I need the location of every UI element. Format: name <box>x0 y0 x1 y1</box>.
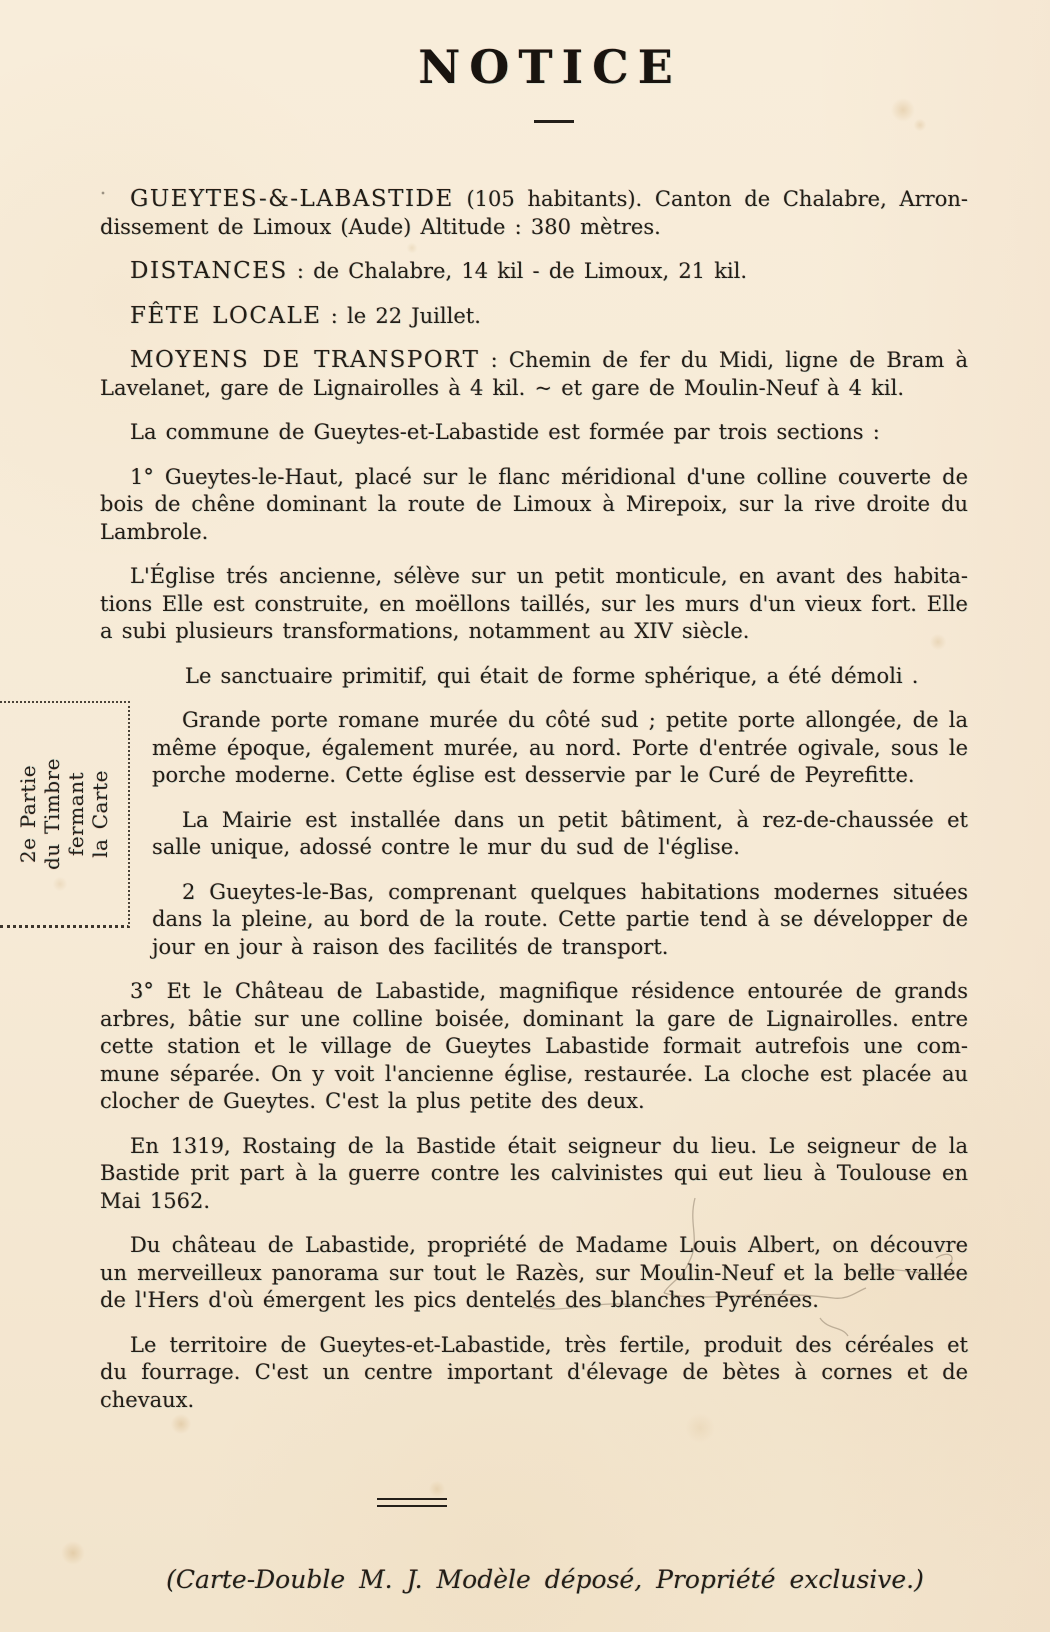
paragraph-panorama: Du château de Labastide, propriété de Madame Louis Albert, on découvre un merveilleux panorama sur tout le Razès, sur Moulin-Neuf et la belle vallée de l'Hers d'où émergent les pics dentelés des blanches Pyrénées. <box>100 1233 968 1312</box>
paragraph-sections-intro: La commune de Gueytes-et-Labastide est formée par trois sections : <box>130 420 880 444</box>
paragraph-lead: DISTANCES <box>130 258 288 284</box>
paragraph-rest: : le 22 Juillet. <box>321 303 481 328</box>
paragraph-mairie: La Mairie est installée dans un petit bâtiment, à rez-de-chaussée et salle unique, adossé contre le mur du sud de l'église. <box>152 807 968 859</box>
paragraph-territoire: Le territoire de Gueytes-et-Labastide, très fertile, produit des céréales et du fourrage. C'est un centre important d'élevage de bètes à cornes et de chevaux. <box>100 1332 968 1412</box>
paragraph-transport <box>100 347 968 402</box>
end-rule <box>377 1498 447 1507</box>
stamp-note-line: fermant <box>64 771 88 857</box>
paragraph-commune-header <box>100 186 968 241</box>
paragraph-sanctuaire: Le sanctuaire primitif, qui était de forme sphérique, a été démoli . <box>185 663 919 688</box>
stamp-note-line: du Timbre <box>40 758 64 870</box>
text-column <box>16 186 968 1414</box>
title-rule <box>534 120 574 123</box>
paragraph-rest: : Chemin de fer du Midi, ligne de Bram à Lavelanet, gare de Lignairolles à 4 kil. ~ et gare de Moulin-Neuf à 4 kil. <box>100 348 968 400</box>
stamp-note-line: 2e Partie <box>16 764 40 864</box>
stamp-note-line: la Carte <box>88 770 112 858</box>
footer-imprint: (Carte-Double M. J. Modèle déposé, Propriété exclusive.) <box>166 1565 924 1594</box>
paragraph-gueytes-le-bas: 2 Gueytes-le-Bas, comprenant quelques habitations modernes situées dans la pleine, au bord de la route. Cette partie tend à se développer de jour en jour à raison des facilités de transport. <box>152 879 968 959</box>
paragraph-lead: FÊTE LOCALE <box>130 302 322 329</box>
paragraph-histoire-1319: En 1319, Rostaing de la Bastide était seigneur du lieu. Le seigneur de la Bastide prit part à la guerre contre les calvinistes qui eut lieu à Toulouse en Mai 1562. <box>100 1133 968 1213</box>
paragraph-distances <box>100 258 968 286</box>
paragraph-lead: GUEYTES-&-LABASTIDE <box>130 186 454 212</box>
paragraph-gueytes-le-haut: 1° Gueytes-le-Haut, placé sur le flanc méridional d'une colline couverte de bois de chêne dominant la route de Limoux à Mirepoix, sur la rive droite du Lambrole. <box>100 464 968 544</box>
stamp-area-note <box>16 750 112 878</box>
paragraph-rest: (105 habitants). Canton de Chalabre, Arrondissement de Limoux (Aude) Altitude : 380 mètres. <box>100 187 968 239</box>
paragraph-rest: : de Chalabre, 14 kil - de Limoux, 21 kil. <box>287 259 748 283</box>
stamp-area-dotted-box <box>0 701 130 928</box>
paragraph-chateau-labastide: 3° Et le Château de Labastide, magnifique résidence entourée de grands arbres, bâtie sur une colline boisée, dominant la gare de Lignairolles. entre cette station et le village de Gueytes Labastide formait autrefois une commune séparée. On y voit l'ancienne église, restaurée. La cloche est placée au clocher de Gueytes. C'est la plus petite des deux. <box>100 979 968 1113</box>
page-title: NOTICE <box>418 40 682 94</box>
paragraph-eglise: L'Église trés ancienne, sélève sur un petit monticule, en avant des habitations Elle est construite, en moëllons taillés, sur les murs d'un vieux fort. Elle a subi plusieurs transformations, notamment au XIV siècle. <box>100 564 968 643</box>
paragraph-portes: Grande porte romane murée du côté sud ; petite porte allongée, de la même époque, également murée, au nord. Porte d'entrée ogivale, sous le porche moderne. Cette église est desservie par le Curé de Peyrefitte. <box>152 708 968 787</box>
paragraph-lead: MOYENS DE TRANSPORT <box>130 347 480 373</box>
paragraph-fete-locale <box>100 303 968 331</box>
